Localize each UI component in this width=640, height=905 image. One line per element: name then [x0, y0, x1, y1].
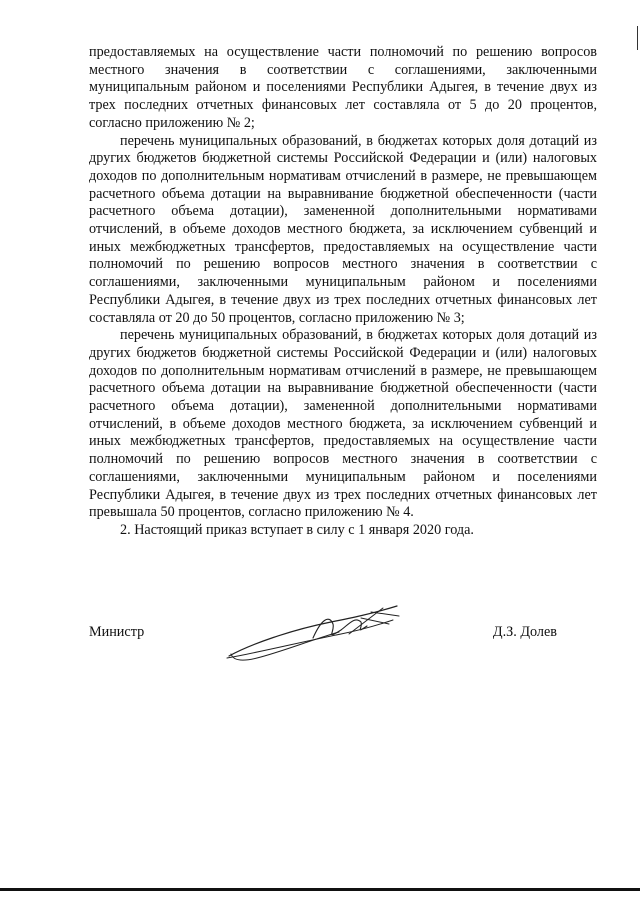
signature-block	[89, 618, 597, 678]
scan-bottom-border	[0, 888, 640, 891]
paragraph-effective-date: 2. Настоящий приказ вступает в силу с 1 января 2020 года.	[120, 521, 474, 538]
paragraph-list-item-3: перечень муниципальных образований, в бюджетах которых доля дотаций из других бюджетов бюджетной системы Российской Федерации и (или) налоговых доходов по дополнительным нормативам отчислений в размере, не превышающем расчетного объема дотации на выравнивание бюджетной обеспеченности (части расчетного объема дотации), замененной дополнительными нормативами отчислений, в объеме доходов местного бюджета, за исключением субвенций и иных межбюджетных трансфертов, предоставляемых на осуществление части полномочий по решению вопросов местного значения в соответствии с соглашениями, заключенными муниципальным районом и поселениями Республики Адыгея, в течение двух из трех последних отчетных финансовых лет составляла от 20 до 50 процентов, согласно приложению № 3;	[89, 132, 597, 326]
document-body	[89, 44, 597, 540]
signatory-name: Д.З. Долев	[492, 624, 557, 640]
scan-edge-mark	[637, 26, 638, 50]
paragraph-continuation: предоставляемых на осуществление части полномочий по решению вопросов местного значения в соответствии с соглашениями, заключенными муниципальным районом и поселениями Республики Адыгея, в течение двух из трех последних отчетных финансовых лет составляла от 5 до 20 процентов, согласно приложению № 2;	[89, 44, 597, 131]
signatory-title: Министр	[89, 624, 145, 640]
handwritten-signature	[221, 600, 401, 670]
paragraph-list-item-4: перечень муниципальных образований, в бюджетах которых доля дотаций из других бюджетов бюджетной системы Российской Федерации и (или) налоговых доходов по дополнительным нормативам отчислений в размере, не превышающем расчетного объема дотации на выравнивание бюджетной обеспеченности (части расчетного объема дотации), замененной дополнительными нормативами отчислений, в объеме доходов местного бюджета, за исключением субвенций и иных межбюджетных трансфертов, предоставляемых на осуществление части полномочий по решению вопросов местного значения в соответствии с соглашениями, заключенными муниципальным районом и поселениями Республики Адыгея, в течение двух из трех последних отчетных финансовых лет превышала 50 процентов, согласно приложению № 4.	[89, 327, 597, 521]
